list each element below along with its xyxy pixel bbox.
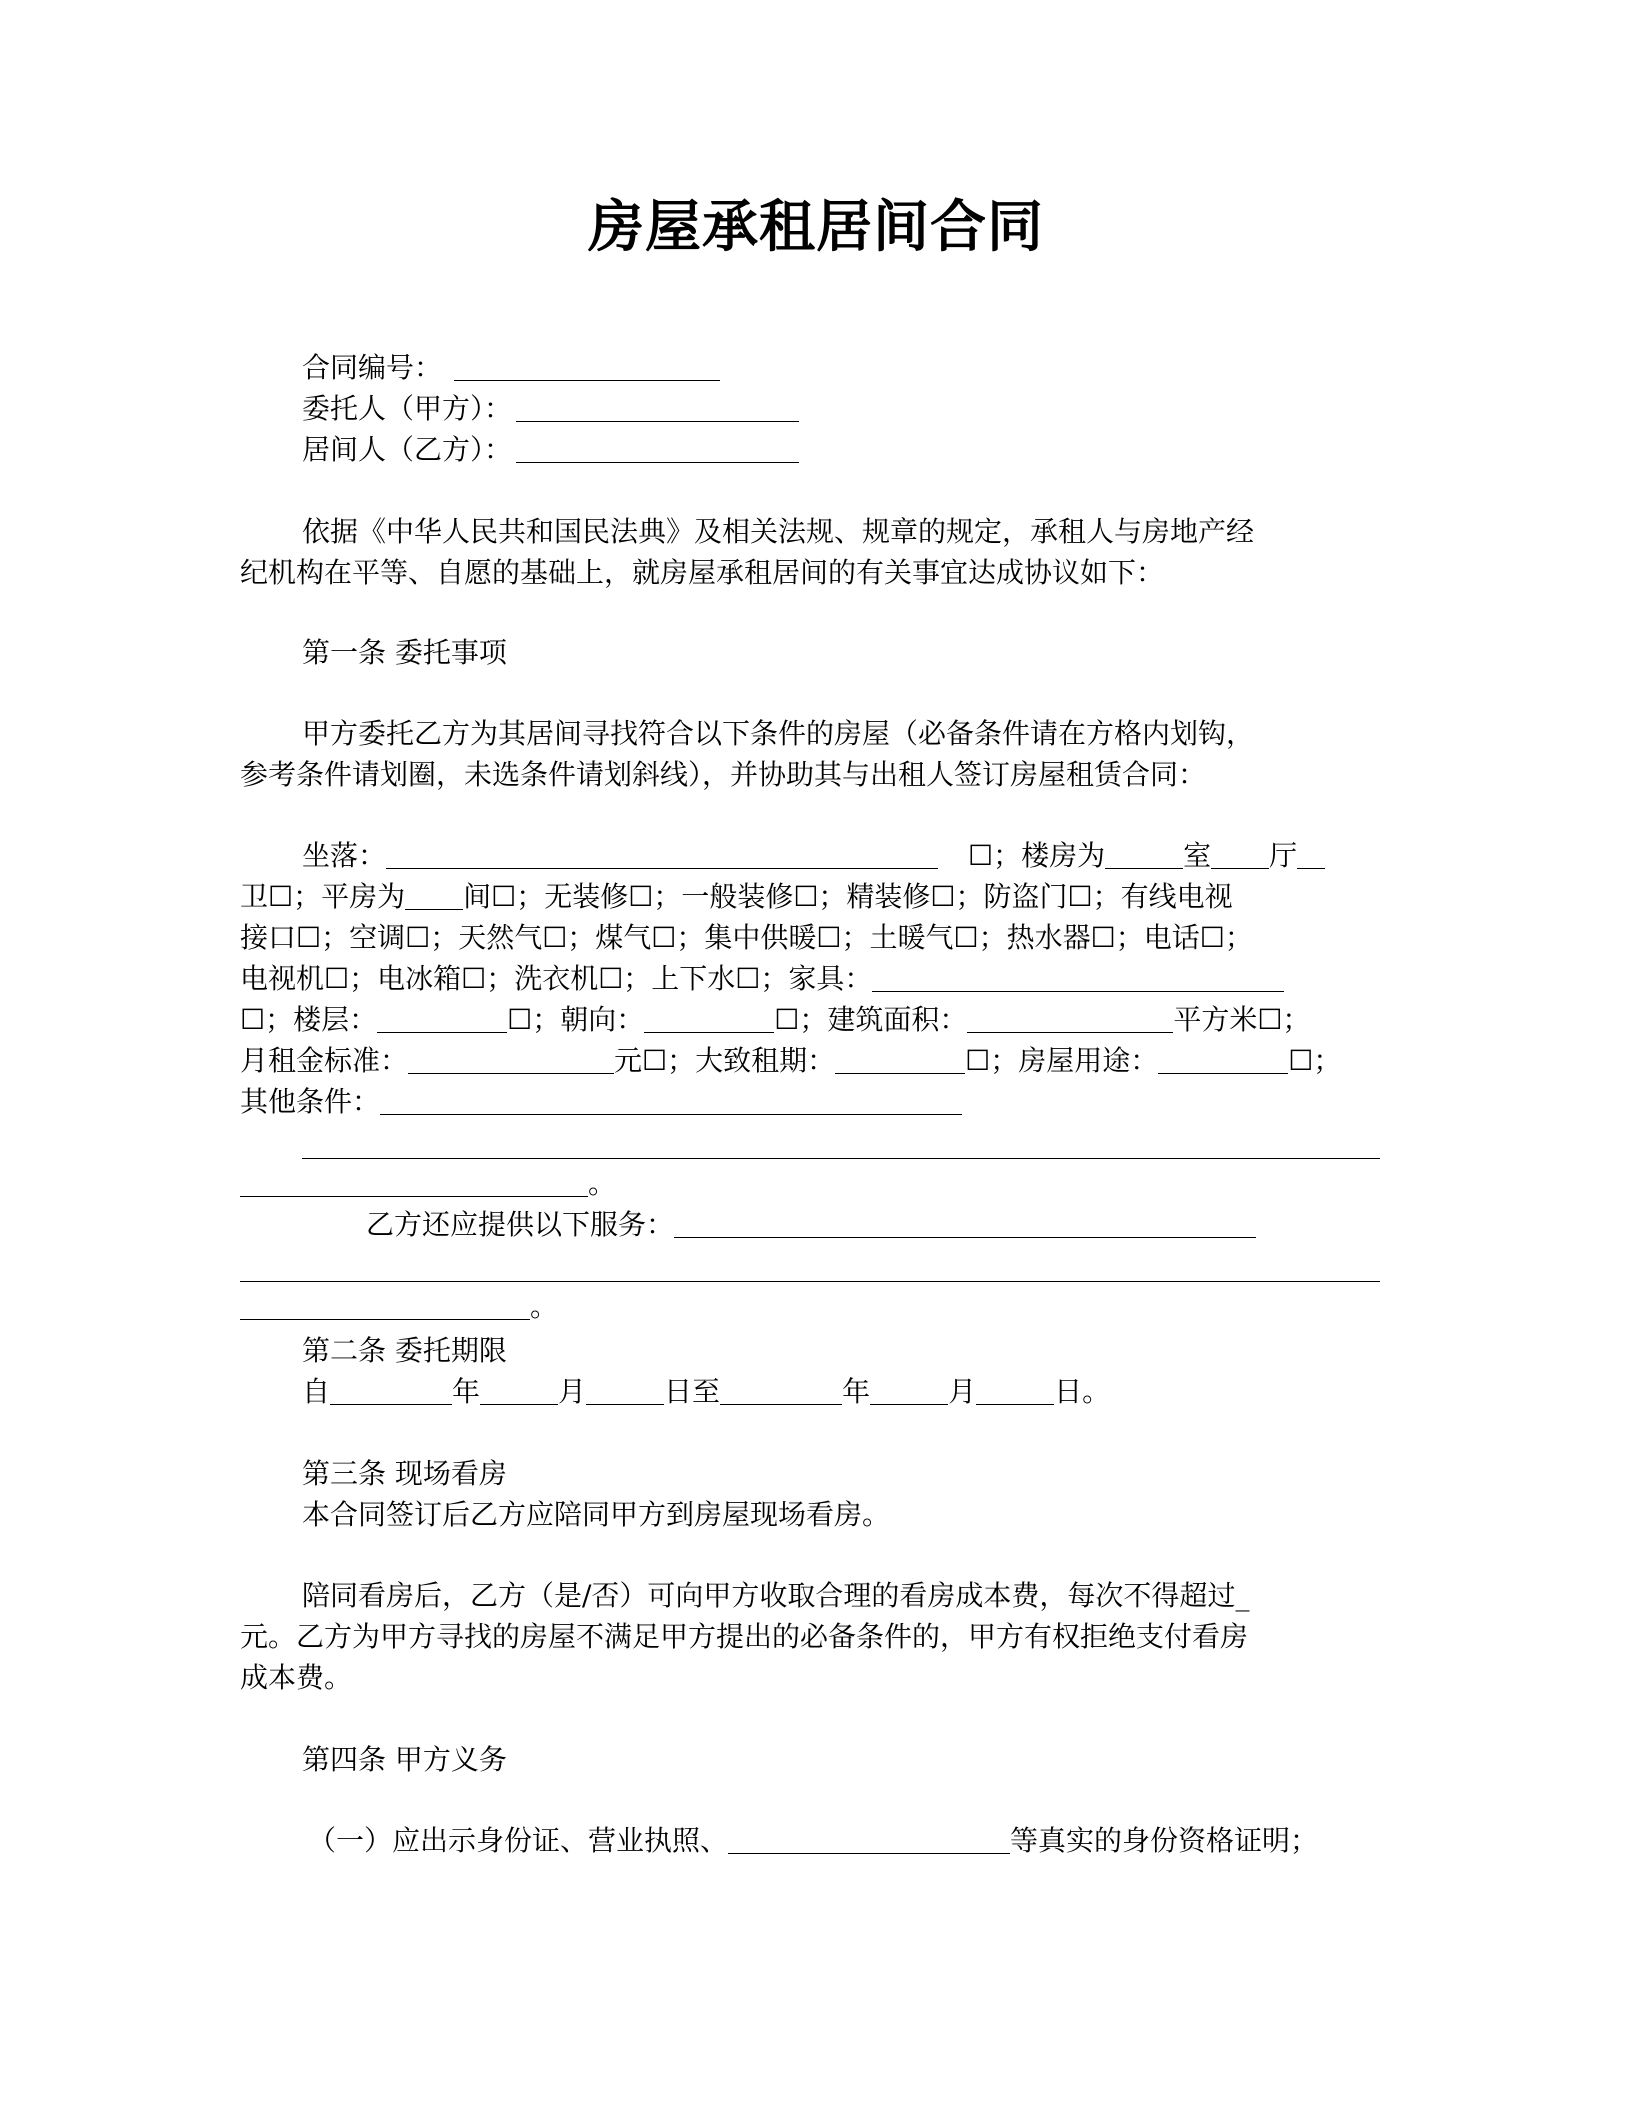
article-1-para-line-1: 甲方委托乙方为其居间寻找符合以下条件的房屋（必备条件请在方格内划钩， xyxy=(302,717,1255,750)
year-label-2: 年 xyxy=(842,1375,871,1408)
location-blank[interactable] xyxy=(386,838,938,869)
rooms-label: 室 xyxy=(1183,839,1212,872)
other-conditions-end-line xyxy=(240,1163,1380,1204)
article-3-para-1: 本合同签订后乙方应陪同甲方到房屋现场看房。 xyxy=(302,1498,891,1531)
condition-line-3: 接口☐；空调☐；天然气☐；煤气☐；集中供暖☐；土暖气☐；热水器☐；电话☐； xyxy=(240,921,1253,954)
other-conditions-blank[interactable] xyxy=(380,1084,962,1115)
from-label: 自 xyxy=(302,1375,331,1408)
location-label: 坐落： xyxy=(302,839,387,872)
party-b-line xyxy=(302,429,1442,470)
orientation-blank[interactable] xyxy=(644,1002,774,1033)
other-conditions-rule-2[interactable] xyxy=(240,1166,588,1197)
halls-blank[interactable] xyxy=(1211,838,1269,869)
start-month-blank[interactable] xyxy=(480,1374,558,1405)
rent-blank[interactable] xyxy=(408,1043,614,1074)
party-b-blank[interactable] xyxy=(516,432,799,463)
floor-label: ☐；楼层： xyxy=(240,1003,378,1036)
condition-line-6 xyxy=(240,1040,1380,1081)
rooms-blank[interactable] xyxy=(1105,838,1183,869)
usage-box: ☐； xyxy=(1288,1044,1342,1077)
period-1: 。 xyxy=(588,1167,617,1200)
other-conditions-rule-1[interactable] xyxy=(302,1158,1380,1159)
other-conditions-line xyxy=(240,1081,1380,1122)
document-title: 房屋承租居间合同 xyxy=(588,195,1044,260)
bungalow-rooms-blank[interactable] xyxy=(405,879,463,910)
item-1-suffix: 等真实的身份资格证明； xyxy=(1010,1824,1319,1857)
party-a-blank[interactable] xyxy=(516,391,799,422)
term-blank[interactable] xyxy=(835,1043,965,1074)
service-blank[interactable] xyxy=(674,1207,1256,1238)
condition-line-4 xyxy=(240,958,1380,999)
term-label: 元☐；大致租期： xyxy=(614,1044,836,1077)
area-label: ☐；建筑面积： xyxy=(774,1003,968,1036)
location-line xyxy=(302,835,1442,876)
service-rule-2[interactable] xyxy=(240,1289,530,1320)
period-2: 。 xyxy=(530,1290,559,1323)
service-label: 乙方还应提供以下服务： xyxy=(366,1208,675,1241)
party-a-line xyxy=(302,388,1442,429)
contract-number-label: 合同编号： xyxy=(302,351,443,384)
usage-label: ☐；房屋用途： xyxy=(965,1044,1159,1077)
area-blank[interactable] xyxy=(967,1002,1173,1033)
day-end-label: 日。 xyxy=(1054,1375,1111,1408)
article-3-para-2-line-1: 陪同看房后，乙方（是/否）可向甲方收取合理的看房成本费，每次不得超过_ xyxy=(302,1579,1250,1612)
article-3-heading: 第三条 现场看房 xyxy=(302,1457,507,1490)
usage-blank[interactable] xyxy=(1158,1043,1288,1074)
floor-blank[interactable] xyxy=(377,1002,507,1033)
year-label-1: 年 xyxy=(452,1375,481,1408)
orientation-label: ☐；朝向： xyxy=(507,1003,645,1036)
article-3-para-2-line-3: 成本费。 xyxy=(240,1661,353,1694)
id-document-blank[interactable] xyxy=(728,1823,1010,1854)
end-month-blank[interactable] xyxy=(870,1374,948,1405)
contract-number-blank[interactable] xyxy=(454,350,720,381)
article-4-item-1 xyxy=(308,1820,1448,1861)
month-label-2: 月 xyxy=(948,1375,977,1408)
intro-line-2: 纪机构在平等、自愿的基础上，就房屋承租居间的有关事宜达成协议如下： xyxy=(240,556,1165,589)
halls-label: 厅 xyxy=(1269,839,1298,872)
party-a-label: 委托人（甲方）： xyxy=(302,392,513,425)
condition-line-2 xyxy=(240,876,1380,917)
start-day-blank[interactable] xyxy=(586,1374,664,1405)
article-1-para-line-2: 参考条件请划圈，未选条件请划斜线），并协助其与出租人签订房屋租赁合同： xyxy=(240,758,1207,791)
bath-bungalow-label: 卫☐；平房为 xyxy=(240,880,406,913)
baths-blank[interactable] xyxy=(1297,838,1325,869)
day-to-label: 日至 xyxy=(664,1375,721,1408)
article-3-para-2-line-2: 元。乙方为甲方寻找的房屋不满足甲方提出的必备条件的，甲方有权拒绝支付看房 xyxy=(240,1620,1249,1653)
article-2-heading: 第二条 委托期限 xyxy=(302,1334,507,1367)
furniture-blank[interactable] xyxy=(872,961,1284,992)
end-day-blank[interactable] xyxy=(976,1374,1054,1405)
start-year-blank[interactable] xyxy=(330,1374,452,1405)
end-year-blank[interactable] xyxy=(720,1374,842,1405)
other-conditions-label: 其他条件： xyxy=(240,1085,381,1118)
appliance-options: 电视机☐；电冰箱☐；洗衣机☐；上下水☐；家具： xyxy=(240,962,873,995)
area-unit: 平方米☐； xyxy=(1173,1003,1311,1036)
decoration-options: 间☐；无装修☐；一般装修☐；精装修☐；防盗门☐；有线电视 xyxy=(463,880,1233,913)
service-end-line xyxy=(240,1286,1380,1327)
item-1-label: （一）应出示身份证、营业执照、 xyxy=(308,1824,729,1857)
service-rule-1[interactable] xyxy=(240,1281,1380,1282)
contract-number-line xyxy=(302,347,1442,388)
rent-label: 月租金标准： xyxy=(240,1044,409,1077)
building-label: ☐；楼房为 xyxy=(968,839,1106,872)
article-4-heading: 第四条 甲方义务 xyxy=(302,1743,507,1776)
party-b-label: 居间人（乙方）： xyxy=(302,433,513,466)
service-line xyxy=(366,1204,1506,1245)
term-dates-line xyxy=(302,1371,1442,1412)
condition-line-5 xyxy=(240,999,1380,1040)
article-1-heading: 第一条 委托事项 xyxy=(302,636,507,669)
intro-line-1: 依据《中华人民共和国民法典》及相关法规、规章的规定，承租人与房地产经 xyxy=(302,515,1255,548)
month-label-1: 月 xyxy=(558,1375,587,1408)
